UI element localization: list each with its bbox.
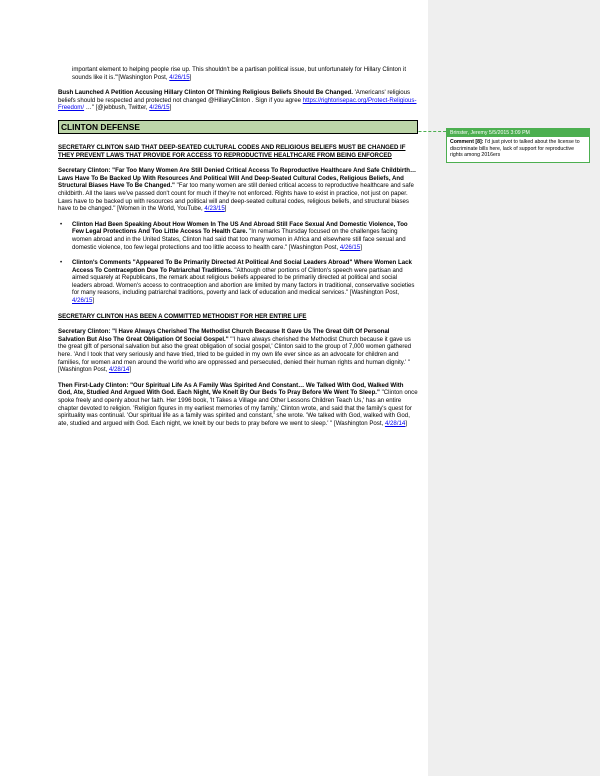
list-item [58,221,418,251]
comment-balloon[interactable] [446,128,590,163]
first-lady-text: "Clinton once spoke freely and openly about her faith. Her 1996 book, 'It Takes a Village and Other Lessons Children Teach Us,' has an entire chapter devoted to religion. 'Religion figures in my earliest memories of my family,' Clinton wrote, and said that the family's quest for spirituality was continual. 'Our spiritual life as a family was spirited and constant,' she wrote. 'We talked with God, walked with God, ate, studied and argued with God. Each night, we knelt by our beds to pray before we went to sleep.' " [Washington Post, [58,389,418,427]
bullet-icon: • [60,259,63,267]
comment-text: I'd just pivot to talked about the license to discriminate bills here, lack of support for reproductive rights among 2016ers [450,139,580,159]
bush-heading: Bush Launched A Petition Accusing Hillary Clinton Of Thinking Religious Beliefs Should Be Changed. [58,89,353,97]
comment-margin [428,0,600,776]
bullet-heading: Clinton's Comments "Appeared To Be Primarily Directed At Political And Social Leaders Abroad" Where Women Lack Access To Contraception Due To Patriarchal Traditions. [72,259,412,274]
comment-label: Comment [8]: [450,139,484,146]
methodist-paragraph [58,328,418,374]
heading-methodist: SECRETARY CLINTON HAS BEEN A COMMITTED METHODIST FOR HER ENTIRE LIFE [58,312,307,320]
quote-text: "Far too many women are still denied critical access to reproductive healthcare and safe childbirth. All the laws we've passed don't count for much if they're not enforced. Rights have to exist in practice, not just on paper. Laws have to be backed up with resources and political will and deep-seated cultural codes, religious beliefs, and structural biases have to be changed." [Women in the World, YouTube, [58,182,414,213]
quote-end: ] [224,205,227,213]
first-lady-end: ] [405,419,407,427]
intro-tail: ] [189,73,192,81]
methodist-end: ] [129,366,131,374]
citation-link[interactable]: 4/26/15 [72,297,93,305]
citation-link[interactable]: 4/26/15 [149,104,170,112]
first-lady-heading: Then First-Lady Clinton: "Our Spiritual Life As A Family Was Spirited And Constant… We Talked With God, Walked With God, Ate, Studied And Argued With God. Each Night, We Knelt By Our Beds To Pray Before We Went To Sleep." [58,381,404,397]
bush-end: ] [169,104,172,112]
citation-link[interactable]: 4/26/15 [339,243,361,251]
bullet-text: "In remarks Thursday focused on the challenges facing women abroad and in the United States, Clinton had said that too many women in Africa and elsewhere still face sexual and domestic violence, too few legal protections and too little access to health care." [Washington Post, [72,228,406,251]
intro-paragraph [58,66,418,81]
citation-link[interactable]: 4/28/14 [108,366,130,374]
bullet-heading: Clinton Had Been Speaking About How Women In The US And Abroad Still Face Sexual And Domestic Violence, Too Few Legal Protections And Too Little Access To Health Care. [72,220,408,236]
bush-tail: …" [@jebbush, Twitter, [84,104,148,112]
heading-reproductive: SECRETARY CLINTON SAID THAT DEEP-SEATED CULTURAL CODES AND RELIGIOUS BELIEFS MUST BE CHANGED IF THEY PREVENT LAWS THAT PROVIDE FOR ACCESS TO REPRODUCTIVE HEALTHCARE FROM BEING ENFORCED [58,143,406,159]
citation-link[interactable]: 4/28/14 [384,419,406,427]
methodist-text: "'I have always cherished the Methodist Church because it gave us the great gift of personal salvation but also the great obligation of social gospel,' Clinton said to the group of 7,000 women gathered here. 'And I took that very seriously and have tried, tried to be guided in my own life ever since as an advocate for children and families, for women and men around the world who are oppressed and persecuted, denied their human rights and human dignity.' " [Washington Post, [58,335,412,374]
bullet-end: ] [360,243,362,251]
clinton-quote-paragraph [58,167,418,213]
bullet-list [58,221,418,305]
list-item [58,259,418,305]
first-lady-paragraph [58,382,418,428]
bush-text: 'Americans' religious beliefs should be respected and protected not changed @HillaryClinton . Sign if you agree [58,89,411,104]
comment-author: Brinster, Jeremy 5/5/2015 3:09 PM [447,129,589,137]
bullet-end: ] [92,297,95,305]
section-title: CLINTON DEFENSE [58,120,418,134]
petition-link[interactable]: https://rightorisepac.org/Protect-Religious-Freedom/ [58,96,417,112]
bush-paragraph [58,89,418,112]
intro-text: important element to helping people rise up. This shouldn't be a partisan political issue, but unfortunately for Hillary Clinton it sounds like it is.'"[Washington Post, [72,66,407,81]
document-body [58,66,418,435]
bullet-text: "Although other portions of Clinton's speech were partisan and aimed squarely at Republicans, the remark about religious beliefs appeared to be primarily directed at political and social leaders abroad. Women's access to contraception and abortion are limited by many factors in traditional, conservative societies for many reasons, including patriarchal traditions, poverty and lack of education and medical services." [Washington Post, [72,266,415,297]
comment-body [447,137,589,161]
citation-link[interactable]: 4/26/15 [169,73,190,81]
quote-heading: Secretary Clinton: "Far Too Many Women Are Still Denied Critical Access To Reproductive Healthcare And Safe Childbirth…Laws Have To Be Backed Up With Resources And Political Will And Deep-Seated Cultural Codes, Religious Beliefs, And Structural Biases Have To Be Changed." [58,167,417,190]
bullet-icon: • [60,220,63,228]
citation-link[interactable]: 4/23/15 [204,205,225,213]
methodist-heading: Secretary Clinton: "I Have Always Cherished The Methodist Church Because It Gave Us The Great Gift Of Personal Salvation But Also The Great Obligation Of Social Gospel." [58,328,390,343]
